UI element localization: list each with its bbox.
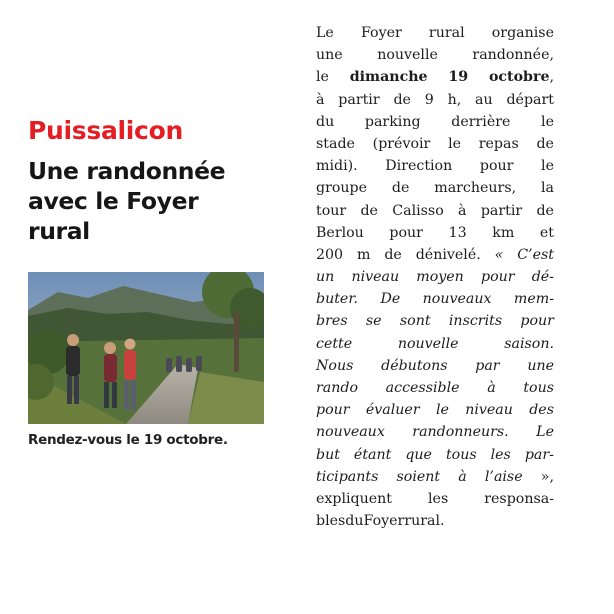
body-text-run: à (487, 380, 496, 396)
body-line (316, 66, 554, 88)
body-text-run: du (316, 113, 335, 130)
body-text-run: débutons (381, 357, 448, 374)
body-word (380, 288, 400, 310)
body-word (316, 488, 392, 510)
body-text-run: dimanche (349, 69, 428, 86)
body-word (416, 266, 464, 288)
body-word (377, 44, 438, 66)
hikers-on-path-photo (28, 272, 264, 424)
body-word (449, 310, 502, 332)
body-word (541, 111, 554, 133)
body-text-run: nouvelle (397, 335, 459, 352)
body-word (316, 22, 334, 44)
body-text-run: randonneurs. (412, 424, 509, 441)
body-text-run: h, (447, 91, 462, 108)
body-word (384, 244, 401, 266)
body-text-run: accessible (385, 380, 460, 396)
body-word (392, 177, 409, 199)
body-text-run: bles (316, 513, 346, 530)
body-word (385, 155, 452, 177)
body-text-run: de (393, 91, 411, 108)
body-text-run: cette (316, 335, 353, 352)
body-text-run: dé- (531, 269, 554, 286)
body-word (360, 200, 377, 222)
body-word (366, 310, 382, 332)
body-text-run: tour (316, 202, 347, 219)
body-text-run: km (492, 224, 515, 241)
body-line (316, 177, 554, 199)
body-word (536, 133, 553, 155)
body-text-run: buter. (316, 291, 359, 308)
body-text-run: ticipants (316, 468, 379, 485)
body-text-run: départ (506, 91, 554, 108)
body-word (316, 288, 358, 310)
body-text-run: 13 (448, 224, 467, 241)
body-text-run: une (527, 357, 554, 374)
body-text-run: tous (445, 446, 477, 463)
body-word (357, 244, 370, 266)
body-word (400, 310, 431, 332)
body-line (316, 510, 554, 532)
body-line (316, 22, 554, 44)
body-word (541, 466, 554, 488)
body-text-run: pour (316, 402, 350, 419)
body-word (527, 355, 554, 377)
body-word (446, 444, 477, 466)
body-word (429, 22, 465, 44)
body-text-run: moyen (416, 269, 464, 286)
body-word (428, 488, 448, 510)
body-word (465, 399, 513, 421)
body-word (523, 377, 554, 399)
body-text-run: évaluer (365, 402, 420, 419)
body-text-run: les (490, 446, 511, 463)
body-word (316, 133, 355, 155)
body-word (316, 444, 340, 466)
body-line (316, 89, 554, 111)
body-text-run: de (391, 180, 410, 197)
body-text-run: pour (520, 313, 554, 330)
body-text-run: stade (316, 135, 355, 152)
body-word (316, 44, 343, 66)
body-text-run: but (316, 446, 340, 463)
place-name: Puissalicon (28, 116, 183, 145)
body-text-run: (prévoir (372, 135, 431, 152)
body-word (389, 222, 423, 244)
body-word (361, 22, 402, 44)
body-word (398, 333, 459, 355)
body-text-run: mem- (513, 291, 554, 308)
body-text-run: le (541, 113, 554, 130)
body-line (316, 222, 554, 244)
body-word (479, 133, 519, 155)
body-text-run: le (316, 69, 329, 86)
body-line (316, 200, 554, 222)
body-word (316, 466, 378, 488)
body-word (475, 355, 499, 377)
body-word (472, 44, 554, 66)
body-word (517, 244, 554, 266)
body-word (425, 89, 434, 111)
body-text-run: dénivelé. (415, 246, 481, 263)
headline (28, 156, 298, 246)
body-line (316, 333, 554, 355)
body-word (448, 89, 462, 111)
body-text-run: C’est (517, 246, 554, 263)
body-word (434, 177, 516, 199)
body-line (316, 266, 554, 288)
body-word (381, 355, 447, 377)
body-word (316, 111, 334, 133)
body-text-run: De (380, 291, 401, 308)
body-word (491, 444, 511, 466)
body-word (316, 421, 385, 443)
body-line (316, 133, 554, 155)
body-line (316, 244, 554, 266)
body-word (485, 466, 523, 488)
body-line (316, 399, 554, 421)
body-line (316, 444, 554, 466)
body-word (536, 421, 554, 443)
body-word (316, 89, 324, 111)
body-text-run: responsa- (484, 490, 554, 507)
body-text-run: Nous (316, 357, 354, 374)
body-line (316, 355, 554, 377)
body-word (366, 399, 420, 421)
body-text-run: organise (491, 25, 554, 41)
body-text-run: Foyer (360, 25, 402, 41)
body-word (484, 488, 554, 510)
body-text-run: , (549, 69, 554, 86)
body-word (405, 444, 432, 466)
body-text-run: à (316, 91, 325, 108)
body-word (412, 421, 508, 443)
article-body (316, 22, 554, 532)
body-word (480, 155, 514, 177)
body-word (345, 510, 363, 532)
body-text-run: marcheurs, (434, 180, 517, 197)
body-text-run: partir (338, 91, 380, 108)
body-text-run: que (405, 446, 432, 463)
body-text-run: repas (478, 135, 519, 152)
body-text-run: au (475, 91, 493, 108)
body-text-run: pour (479, 158, 514, 175)
body-word (392, 200, 444, 222)
body-text-run: le (541, 158, 554, 175)
hikers-photo (28, 272, 264, 424)
body-word (316, 200, 346, 222)
body-line (316, 44, 554, 66)
body-word (495, 244, 504, 266)
body-text-run: l’aise (484, 468, 523, 485)
body-line (316, 155, 554, 177)
headline-line: Une randonnée (28, 157, 226, 185)
body-text-run: nouvelle (377, 47, 438, 64)
body-text-run: une (316, 47, 343, 64)
body-word (365, 111, 421, 133)
body-text-run: à (458, 202, 467, 219)
body-text-run: la (540, 180, 554, 197)
body-text-run: midi). (316, 158, 358, 175)
body-word (393, 89, 410, 111)
body-text-run: », (540, 468, 554, 485)
body-word (338, 89, 379, 111)
body-text-run: pour (389, 224, 423, 241)
body-word (316, 399, 350, 421)
body-text-run: à (458, 468, 467, 485)
body-word (541, 177, 554, 199)
body-text-run: inscrits (448, 313, 503, 330)
body-text-run: et (539, 224, 554, 241)
body-text-run: des (529, 402, 554, 419)
body-text-run: derrière (451, 113, 511, 130)
body-word (458, 466, 466, 488)
body-line (316, 111, 554, 133)
body-word (316, 155, 358, 177)
body-text-run: bres (316, 313, 348, 330)
body-line (316, 466, 554, 488)
body-word (520, 310, 554, 332)
body-line (316, 377, 554, 399)
body-text-run: rural. (404, 513, 445, 530)
body-word (316, 222, 364, 244)
body-text-run: nouveaux (422, 291, 492, 308)
body-text-run: Berlou (316, 224, 364, 241)
body-word (364, 510, 405, 532)
body-word (481, 266, 515, 288)
body-word (351, 266, 399, 288)
article-heading-block (28, 112, 298, 246)
body-word (506, 89, 554, 111)
body-text-run: saison. (504, 335, 554, 352)
body-word (514, 288, 554, 310)
body-line (316, 488, 554, 510)
body-text-run: octobre (488, 69, 550, 86)
body-word (475, 89, 493, 111)
body-text-run: 19 (448, 69, 469, 86)
body-word (316, 377, 358, 399)
body-word (316, 333, 352, 355)
body-word (316, 510, 345, 532)
body-text-run: soient (396, 468, 441, 485)
body-text-run: tous (523, 380, 554, 396)
body-text-run: de (384, 246, 402, 263)
body-text-run: le (435, 402, 449, 419)
body-word (316, 310, 348, 332)
body-text-run: Le (316, 25, 334, 41)
body-word (423, 288, 492, 310)
body-word (397, 466, 441, 488)
body-text-run: Calisso (392, 202, 444, 219)
body-text-run: m (356, 246, 371, 263)
body-word (404, 510, 444, 532)
photo-caption: Rendez-vous le 19 octobre. (28, 432, 228, 448)
body-word (489, 66, 554, 88)
body-text-run: de (360, 202, 378, 219)
body-word (504, 333, 554, 355)
body-word (316, 66, 329, 88)
body-word (416, 244, 481, 266)
body-word (540, 222, 554, 244)
body-text-run: par (475, 357, 500, 374)
body-line (316, 288, 554, 310)
body-word (316, 244, 343, 266)
body-text-run: randonnée, (472, 47, 554, 64)
body-word (350, 66, 428, 88)
body-text-run: Foyer (363, 513, 405, 530)
body-text-run: « (494, 246, 504, 263)
body-word (449, 222, 467, 244)
headline-line: rural (28, 217, 90, 245)
body-word (525, 444, 554, 466)
body-line (316, 310, 554, 332)
body-text-run: pour (480, 269, 515, 286)
body-word (529, 399, 554, 421)
body-word (316, 177, 367, 199)
body-text-run: rural (428, 25, 465, 41)
body-word (492, 222, 514, 244)
body-text-run: le (448, 135, 461, 152)
body-word (481, 200, 522, 222)
body-word (386, 377, 460, 399)
body-text-run: partir (480, 202, 523, 219)
body-text-run: Direction (385, 158, 453, 175)
body-word (532, 266, 554, 288)
body-text-run: Le (536, 424, 554, 441)
body-text-run: les (428, 490, 449, 507)
body-text-run: étant (353, 446, 392, 463)
body-text-run: niveau (465, 402, 513, 419)
body-text-run: par- (524, 446, 554, 463)
body-word (316, 355, 353, 377)
body-word (451, 111, 510, 133)
body-word (458, 200, 466, 222)
body-text-run: 9 (424, 91, 434, 108)
body-text-run: nouveaux (316, 424, 385, 441)
body-word (448, 66, 468, 88)
body-text-run: rando (316, 380, 359, 396)
body-text-run: de (536, 202, 554, 219)
body-word (541, 155, 554, 177)
body-text-run: de (536, 135, 554, 152)
body-text-run: niveau (351, 269, 400, 286)
body-line (316, 421, 554, 443)
body-word (354, 444, 391, 466)
body-word (436, 399, 449, 421)
body-word (373, 133, 431, 155)
body-word (487, 377, 495, 399)
body-text-run: 200 (316, 246, 344, 263)
body-text-run: expliquent (316, 490, 393, 507)
body-word (536, 200, 553, 222)
body-text-run: du (345, 513, 364, 530)
body-text-run: un (316, 269, 335, 286)
headline-line: avec le Foyer (28, 187, 199, 215)
body-text-run: se (365, 313, 382, 330)
body-text-run: sont (399, 313, 431, 330)
body-word (448, 133, 461, 155)
body-text-run: groupe (316, 180, 368, 197)
body-word (492, 22, 554, 44)
body-text-run: parking (364, 113, 421, 130)
body-word (316, 266, 334, 288)
